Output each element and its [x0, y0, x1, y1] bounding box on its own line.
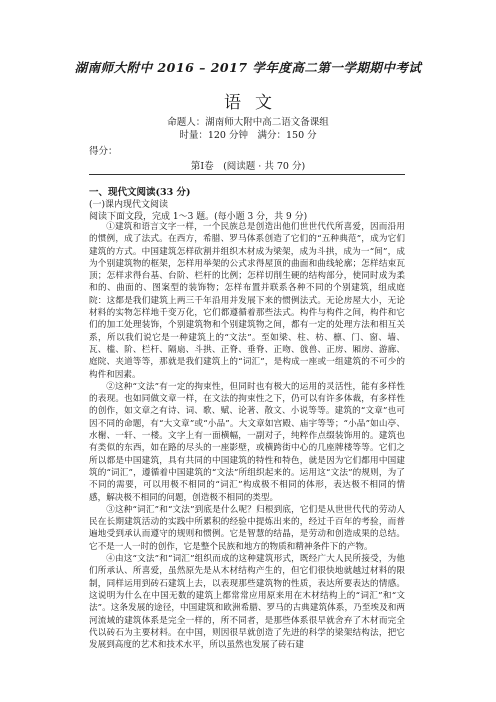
- paragraph-3: ③这种“词汇”和“文法”到底是什么呢？归根到底，它们是从世世代代的劳动人民在长期建筑活动的实践中所累积的经验中提炼出来的，经过千百年的考验，而普遍地受到承认而遵守的规则和惯例。它是智慧的结晶，是劳动和创造成果的总结。它不是一人一时的创作，它是整个民族和地方的物质和精神条件下的产物。: [89, 504, 405, 552]
- exam-title: 湖南师大附中 2016 – 2017 学年度高二第一学期期中考试: [74, 60, 422, 75]
- volume-title: 第Ⅰ卷 (阅读题 · 共 70 分): [190, 161, 306, 172]
- score-label: 得分：: [89, 146, 118, 157]
- setter-line: 命题人：湖南师大附中高二语文备课组: [167, 117, 329, 128]
- subject-title: 语文: [224, 93, 286, 113]
- subsection-title: (一)课内现代文阅读: [89, 200, 169, 210]
- time-score-line: 时量：120 分钟 满分：150 分: [179, 130, 317, 141]
- instruction-text: 阅读下面文段，完成 1～3 题。(每小题 3 分，共 9 分): [89, 212, 308, 222]
- paragraph-1: ①建筑和语言文字一样，一个民族总是创造出他们世世代代所喜爱，因而沿用的惯例，成了法式。在西方，希腊、罗马体系创造了它们的“五种典范”，成为它们建筑的方式。中国建筑怎样砍割并组织木材成为梁架，成为斗拱，成为一“间”，成为个别建筑物的框架，怎样用举架的公式求得屋顶的曲面和曲线轮廓；怎样结束瓦顶；怎样求得台基、台阶、栏杆的比例；怎样切削生硬的结构部分，使同时成为柔和的、曲面的、图案型的装饰物；怎样布置并联系各种不同的个别建筑，组成庭院：这都是我们建筑上两三千年沿用并发展下来的惯例法式。无论房屋大小，无论材料的实物怎样地千变万化，它们都遵循着那些法式。构件与构件之间，构件和它们的加工处理装饰，个别建筑物和个别建筑物之间，都有一定的处理方法和相互关系，所以我们说它是一种建筑上的“文法”。至如梁、柱、枋、檩、门、窗、墙、瓦、槛、阶、栏杆、隔扇、斗拱、正脊、垂脊、正吻、戗兽、正房、厢房、游廊、庭院、夹道等等，那就是我们建筑上的“词汇”，是构成一座或一组建筑的不可少的构件和因素。: [89, 222, 405, 380]
- paragraph-2: ②这种“文法”有一定的拘束性，但同时也有极大的运用的灵活性，能有多样性的表现。也如同做文章一样，在文法的拘束性之下，仍可以有许多体裁，有多样性的创作，如文章之有诗、词、歌、赋、论著、散文、小说等等。建筑的“文章”也可因不同的命题，有“大文章”或“小品”。大文章如宫殿、庙宇等等；“小品”如山亭、水榭、一轩、一楼。文字上有一面横幅，一副对子，纯粹作点缀装饰用的。建筑也有类似的东西，如在路的尽头的一座影壁，或横跨街中心的几座牌楼等等。它们之所以都是中国建筑，具有共同的中国建筑的特性和特色，就是因为它们都用中国建筑的“词汇”，遵循着中国建筑的“文法”所组织起来的。运用这“文法”的规则，为了不同的需要，可以用极不相同的“词汇”构成极不相同的体形，表达极不相同的情感，解决极不相同的问题，创造极不相同的类型。: [89, 381, 405, 503]
- passage: [89, 221, 405, 651]
- divider: [89, 174, 405, 175]
- section-title: 一、现代文阅读(33 分): [89, 187, 191, 198]
- paragraph-4: ④由这“文法”和“词汇”组织而成的这种建筑形式，既经广大人民所接受，为他们所承认、所喜爱，虽然原先是从木材结构产生的，但它们很快地就越过材料的限制，同样运用到砖石建筑上去，以表现那些建筑物的性质，表达所要表达的情感。这说明为什么在中国无数的建筑上都常常应用原来用在木材结构上的“词汇”和“文法”。这条发展的途径，中国建筑和欧洲希腊、罗马的古典建筑体系，乃至埃及和两河流域的建筑体系是完全一样的，所不同者，是那些体系很早就舍弃了木材而完全代以砖石为主要材料。在中国，则因很早就创造了先进的科学的梁架结构法，把它发展到高度的艺术和技术水平，所以虽然也发展了砖石建: [89, 554, 405, 651]
